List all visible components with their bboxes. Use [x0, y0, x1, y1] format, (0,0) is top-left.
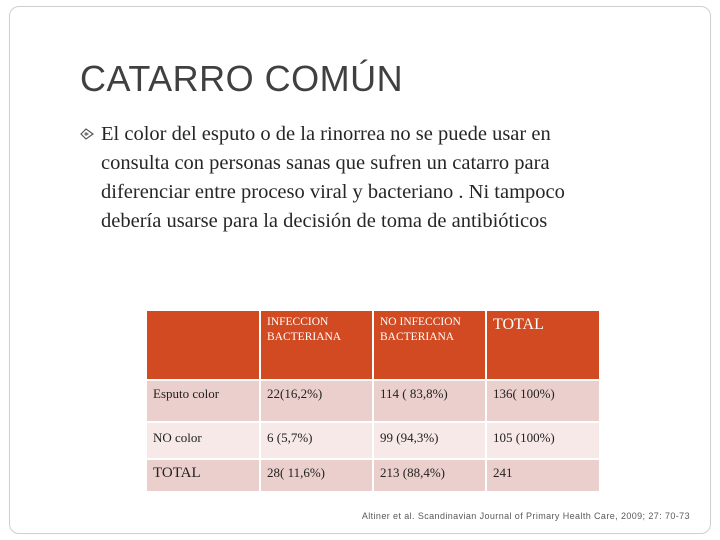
row-label: Esputo color [146, 380, 260, 422]
table-cell: 114 ( 83,8%) [373, 380, 486, 422]
header-cell-no-infeccion: NO INFECCION BACTERIANA [373, 310, 486, 380]
table-cell: 99 (94,3%) [373, 422, 486, 459]
bullet-line-4: debería usarse para la decisión de toma de antibióticos [101, 210, 548, 232]
bullet-line-2: consulta con personas sanas que sufren un catarro para [101, 152, 550, 174]
citation-text: Altiner et al. Scandinavian Journal of Primary Health Care, 2009; 27: 70-73 [361, 511, 690, 521]
diamond-bullet-icon [80, 128, 94, 140]
table-cell: 28( 11,6%) [260, 459, 373, 492]
bullet-line-1: El color del esputo o de la rinorrea no se puede usar en [101, 123, 551, 145]
table-cell: 22(16,2%) [260, 380, 373, 422]
header-cell-infeccion: INFECCION BACTERIANA [260, 310, 373, 380]
header-cell-total: TOTAL [486, 310, 600, 380]
table-row [146, 380, 600, 422]
table-cell: 136( 100%) [486, 380, 600, 422]
table-cell: 213 (88,4%) [373, 459, 486, 492]
row-label: TOTAL [146, 459, 260, 492]
table-row [146, 459, 600, 492]
header-cell-empty [146, 310, 260, 380]
slide-title: CATARRO COMÚN [80, 58, 404, 99]
bullet-paragraph [80, 120, 670, 236]
table-cell: 105 (100%) [486, 422, 600, 459]
table-cell: 241 [486, 459, 600, 492]
row-label: NO color [146, 422, 260, 459]
table-header-row [146, 310, 600, 380]
bullet-line-3: diferenciar entre proceso viral y bacteriano . Ni tampoco [101, 181, 565, 203]
table-cell: 6 (5,7%) [260, 422, 373, 459]
results-table [145, 309, 601, 493]
table-row [146, 422, 600, 459]
